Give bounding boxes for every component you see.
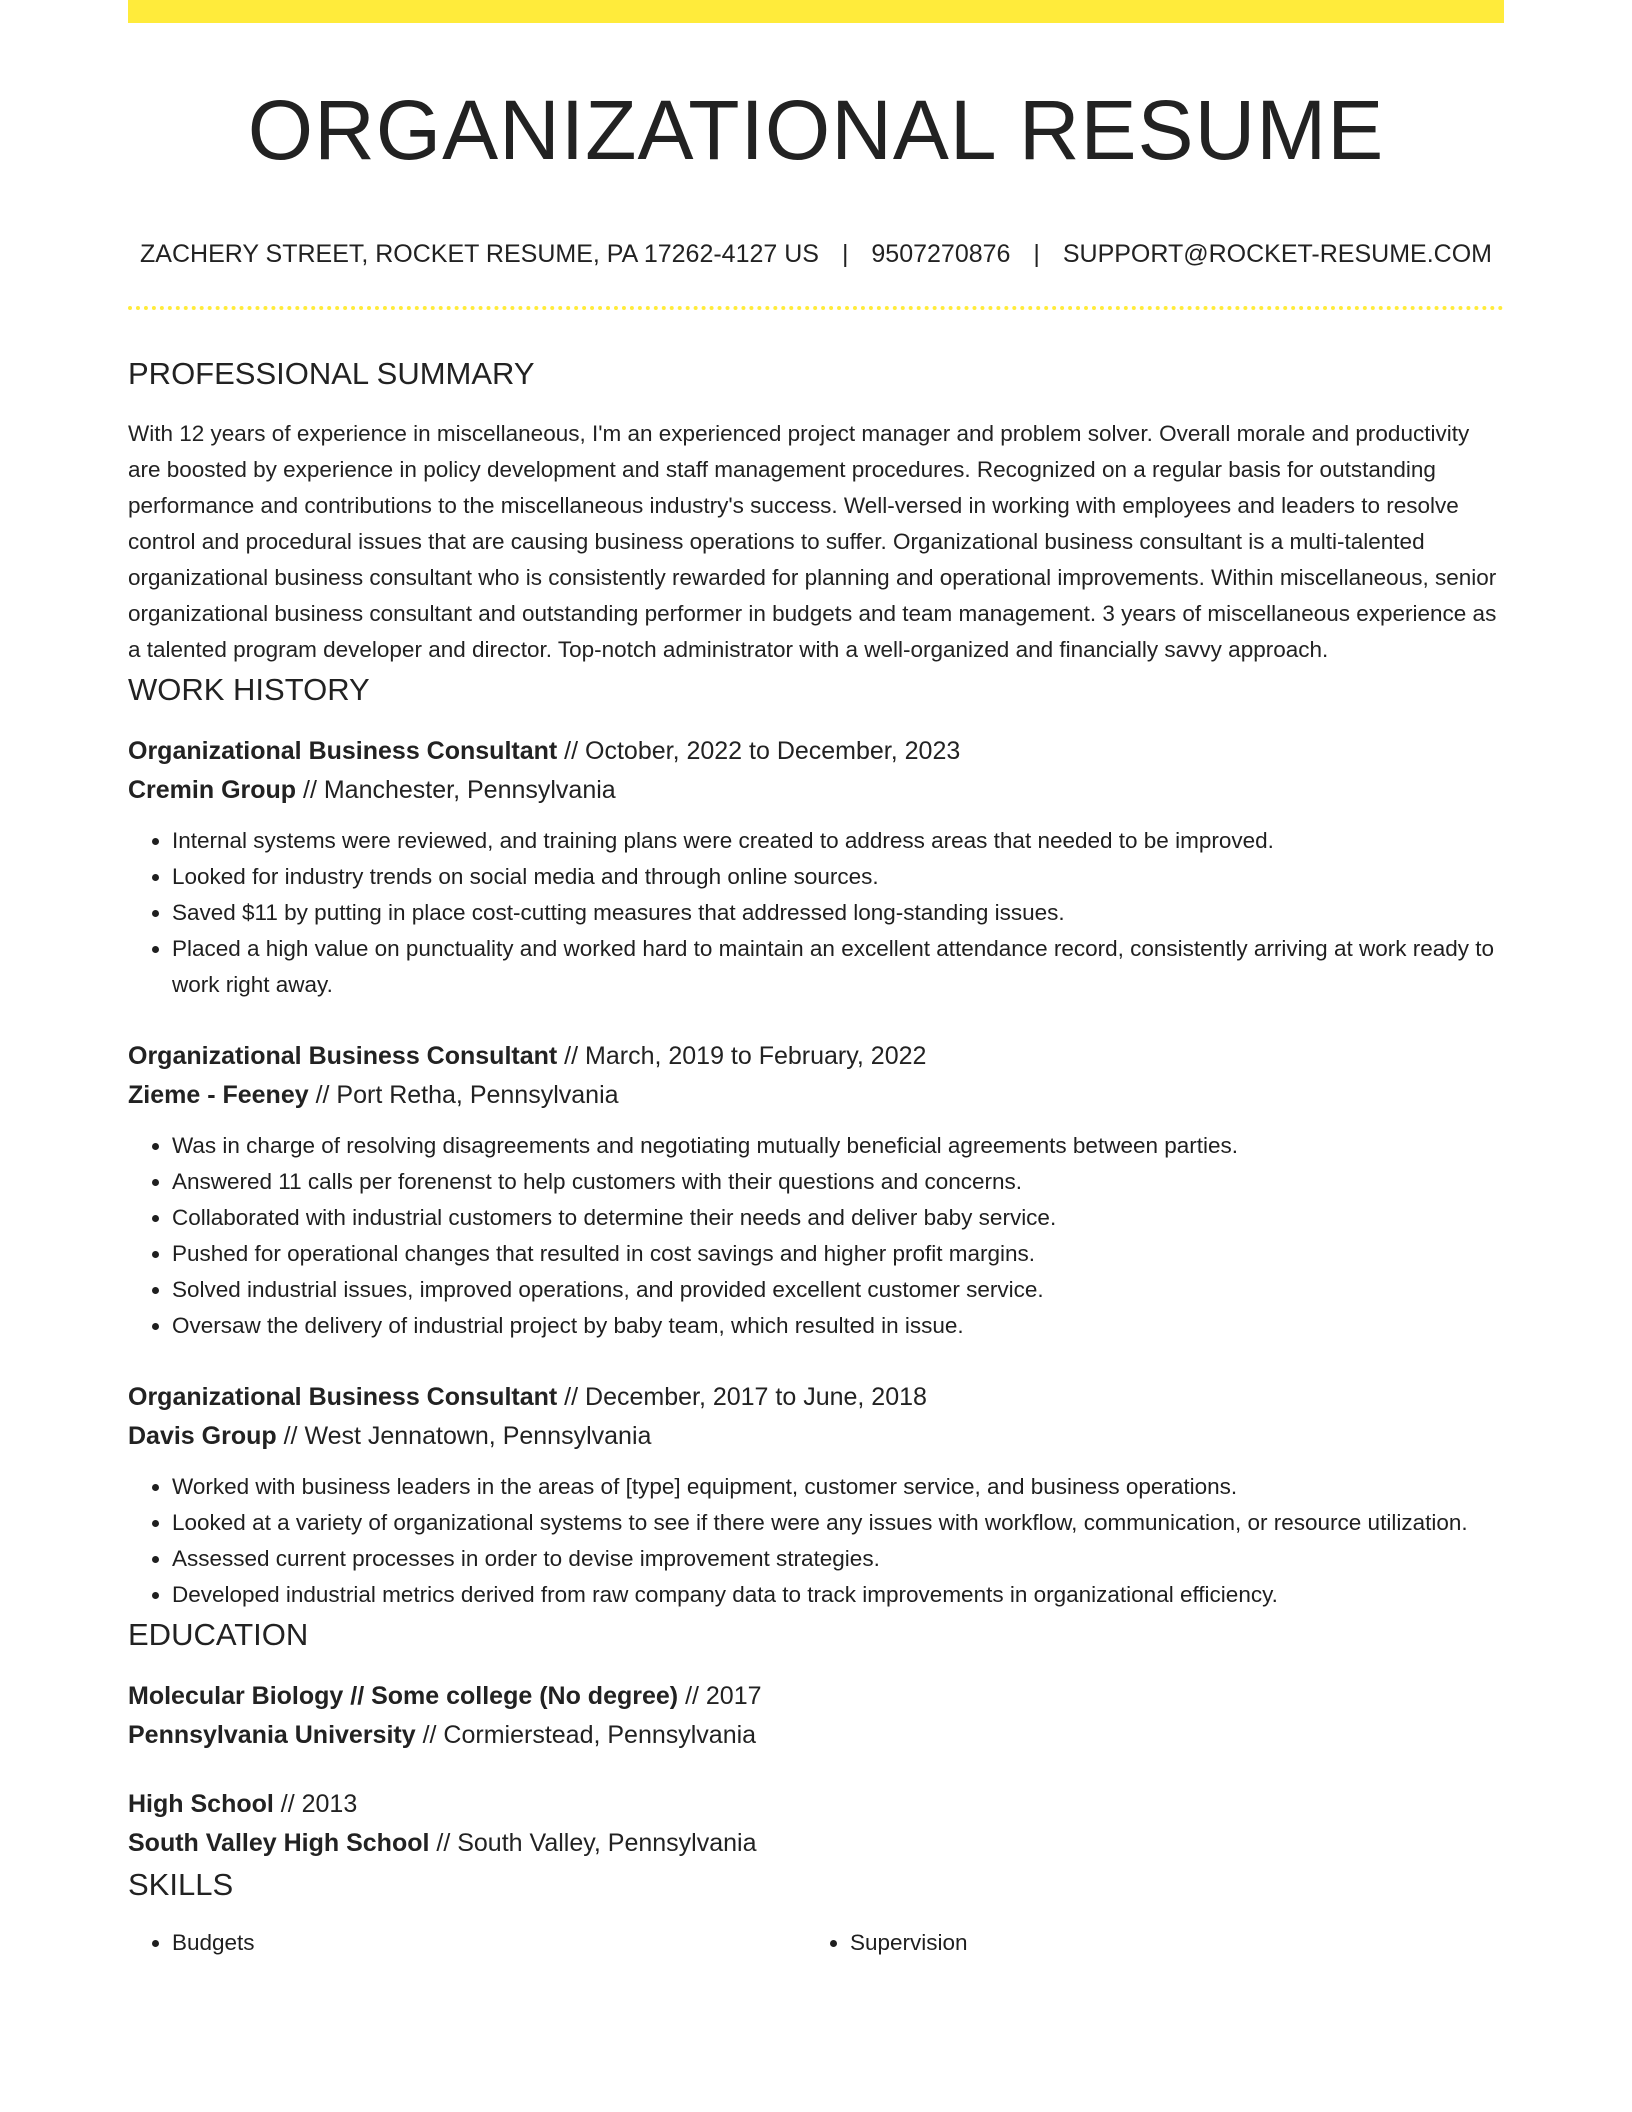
- education-degree: Molecular Biology // Some college (No degree): [128, 1682, 679, 1710]
- resume-title: ORGANIZATIONAL RESUME: [247, 83, 1385, 177]
- job-location: // Port Retha, Pennsylvania: [308, 1081, 619, 1109]
- education-location: // South Valley, Pennsylvania: [429, 1829, 757, 1857]
- job-bullet: • Developed industrial metrics derived from raw company data to track improvements in organizational efficiency.: [172, 1577, 1504, 1613]
- job-bullet: • Assessed current processes in order to devise improvement strategies.: [172, 1541, 1504, 1577]
- work-history-heading: WORK HISTORY: [128, 672, 370, 707]
- job-bullet: • Placed a high value on punctuality and worked hard to maintain an excellent attendance record, consistently arriving at work ready to work right away.: [172, 931, 1504, 1003]
- top-accent-bar: [128, 0, 1504, 23]
- contact-address: ZACHERY STREET, ROCKET RESUME, PA 17262-4127 US: [140, 240, 819, 268]
- contact-email: SUPPORT@ROCKET-RESUME.COM: [1062, 240, 1492, 268]
- job-location: // Manchester, Pennsylvania: [296, 776, 616, 804]
- job-company: Zieme - Feeney: [128, 1081, 309, 1109]
- education-year: // 2017: [678, 1682, 762, 1710]
- job-company: Cremin Group: [128, 776, 297, 804]
- job-company-line: [128, 1417, 1504, 1456]
- job-title-line: [128, 1378, 1504, 1417]
- job-title: Organizational Business Consultant: [128, 1383, 558, 1411]
- summary-heading: PROFESSIONAL SUMMARY: [128, 356, 535, 391]
- job-title-line: [128, 732, 1504, 771]
- job-bullets: [128, 1128, 1504, 1344]
- job-dates: // December, 2017 to June, 2018: [557, 1383, 927, 1411]
- job-bullet: • Worked with business leaders in the areas of [type] equipment, customer service, and business operations.: [172, 1469, 1504, 1505]
- education-degree-line: [128, 1785, 1504, 1824]
- job-entry: [128, 1037, 1504, 1344]
- job-entry: [128, 1378, 1504, 1613]
- job-bullet: • Collaborated with industrial customers to determine their needs and deliver baby service.: [172, 1200, 1504, 1236]
- job-company: Davis Group: [128, 1422, 277, 1450]
- education-school: South Valley High School: [128, 1829, 430, 1857]
- education-school-line: [128, 1824, 1504, 1863]
- job-location: // West Jennatown, Pennsylvania: [276, 1422, 652, 1450]
- contact-phone: 9507270876: [871, 240, 1011, 268]
- job-bullet: • Pushed for operational changes that resulted in cost savings and higher profit margins.: [172, 1236, 1504, 1272]
- education-heading: EDUCATION: [128, 1617, 309, 1652]
- skills-list: [128, 1925, 1504, 1961]
- summary-text: With 12 years of experience in miscellaneous, I'm an experienced project manager and problem solver. Overall morale and productivity are boosted by experience in policy development and staff management procedures. Recognized on a regular basis for outstanding performance and contributions to the miscellaneous industry's success. Well-versed in working with employees and leaders to resolve control and procedural issues that are causing business operations to suffer. Organizational business consultant is a multi-talented organizational business consultant who is consistently rewarded for planning and operational improvements. Within miscellaneous, senior organizational business consultant and outstanding performer in budgets and team management. 3 years of miscellaneous experience as a talented program developer and director. Top-notch administrator with a well-organized and financially savvy approach.: [128, 421, 1497, 662]
- job-company-line: [128, 771, 1504, 810]
- skill-item: • Budgets: [172, 1925, 806, 1961]
- education-school: Pennsylvania University: [128, 1721, 416, 1749]
- skill-item: • Supervision: [850, 1925, 1484, 1961]
- education-school-line: [128, 1716, 1504, 1755]
- skills-column-left: [128, 1925, 806, 1961]
- job-bullet: • Looked at a variety of organizational systems to see if there were any issues with workflow, communication, or resource utilization.: [172, 1505, 1504, 1541]
- job-bullet: • Internal systems were reviewed, and training plans were created to address areas that needed to be improved.: [172, 823, 1504, 859]
- skills-column-right: [806, 1925, 1484, 1961]
- job-bullet: • Looked for industry trends on social media and through online sources.: [172, 859, 1504, 895]
- job-dates: // October, 2022 to December, 2023: [557, 737, 961, 765]
- education-degree: High School: [128, 1790, 274, 1818]
- job-title-line: [128, 1037, 1504, 1076]
- job-title: Organizational Business Consultant: [128, 1042, 558, 1070]
- education-entry: [128, 1785, 1504, 1863]
- job-bullet: • Saved $11 by putting in place cost-cutting measures that addressed long-standing issues.: [172, 895, 1504, 931]
- job-bullet: • Solved industrial issues, improved operations, and provided excellent customer service.: [172, 1272, 1504, 1308]
- dotted-divider: [128, 306, 1504, 310]
- education-location: // Cormierstead, Pennsylvania: [415, 1721, 757, 1749]
- contact-separator: |: [841, 240, 849, 268]
- contact-line: [128, 236, 1504, 272]
- job-company-line: [128, 1076, 1504, 1115]
- education-year: // 2013: [273, 1790, 358, 1818]
- job-bullets: [128, 1469, 1504, 1613]
- education-degree-line: [128, 1677, 1504, 1716]
- contact-separator: |: [1033, 240, 1040, 268]
- job-bullet: • Was in charge of resolving disagreements and negotiating mutually beneficial agreements between parties.: [172, 1128, 1504, 1164]
- education-entry: [128, 1677, 1504, 1755]
- skills-heading: SKILLS: [128, 1867, 234, 1902]
- resume-content: [128, 352, 1504, 1961]
- job-bullet: • Oversaw the delivery of industrial project by baby team, which resulted in issue.: [172, 1308, 1504, 1344]
- job-bullet: • Answered 11 calls per forenenst to help customers with their questions and concerns.: [172, 1164, 1504, 1200]
- job-bullets: [128, 823, 1504, 1003]
- job-dates: // March, 2019 to February, 2022: [557, 1042, 927, 1070]
- job-entry: [128, 732, 1504, 1003]
- job-title: Organizational Business Consultant: [128, 737, 558, 765]
